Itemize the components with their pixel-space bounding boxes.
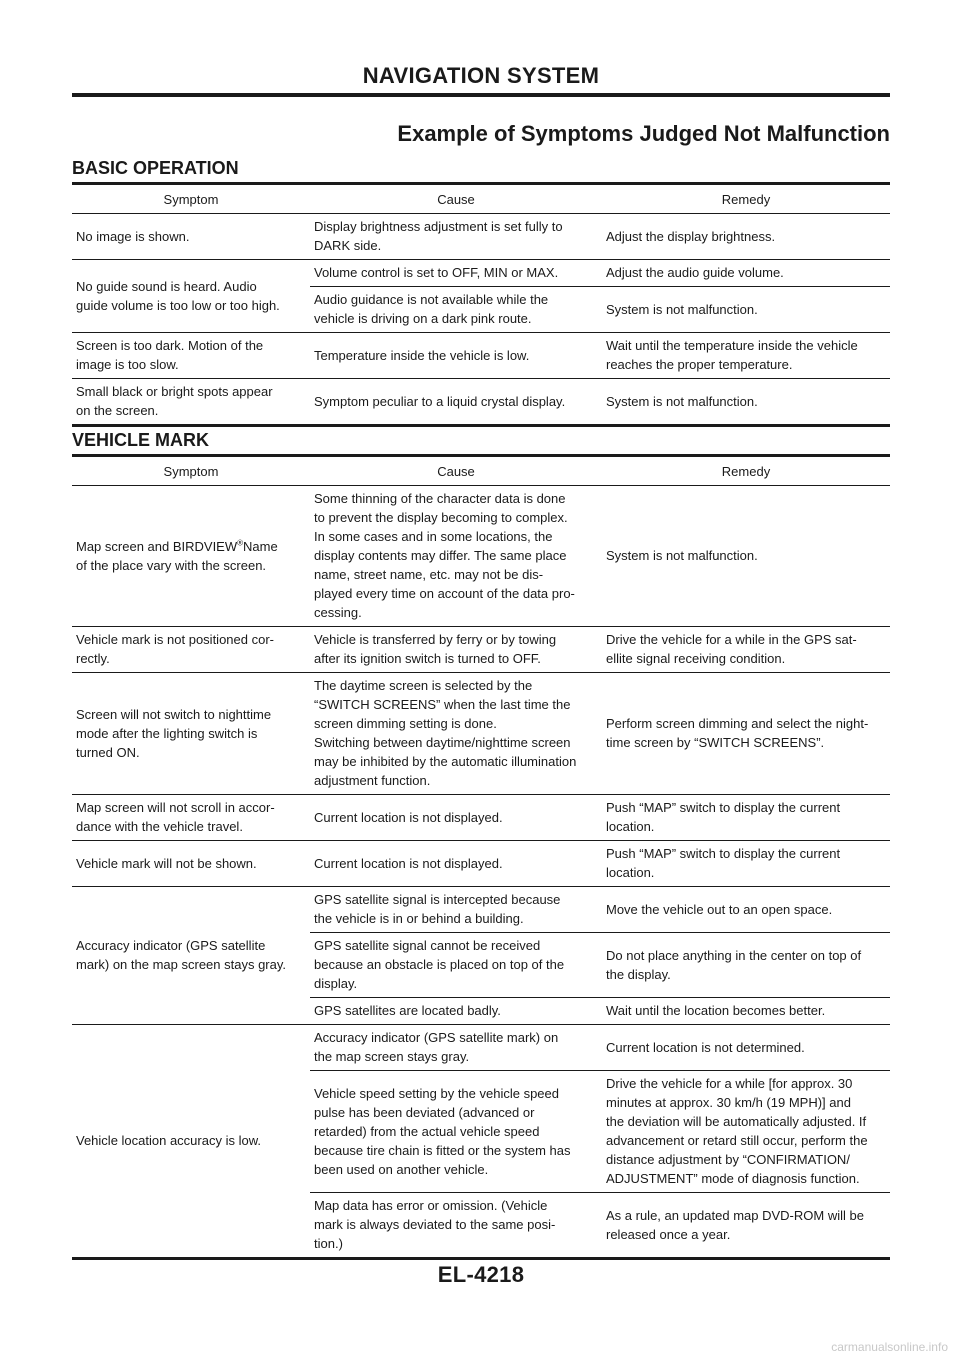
- column-header-symptom: Symptom: [163, 191, 219, 207]
- column-header-remedy: Remedy: [721, 191, 771, 207]
- table-row: [72, 379, 890, 426]
- symptom-cell: No image is shown.: [72, 214, 310, 260]
- cause-cell: Accuracy indicator (GPS satellite mark) on the map screen stays gray.: [310, 1025, 602, 1071]
- symptom-cell: Screen will not switch to nighttime mode after the lighting switch is turned ON.: [72, 673, 310, 795]
- table-row: [72, 1025, 890, 1071]
- symptom-cell: Vehicle mark will not be shown.: [72, 841, 310, 887]
- cause-cell: GPS satellite signal is intercepted because the vehicle is in or behind a building.: [310, 887, 602, 933]
- symptom-text: Map screen and BIRDVIEW: [76, 538, 238, 554]
- column-header-cause: Cause: [437, 463, 475, 479]
- remedy-cell: Move the vehicle out to an open space.: [602, 887, 890, 933]
- table-row: [72, 333, 890, 379]
- table-row: [72, 887, 890, 933]
- remedy-cell: System is not malfunction.: [602, 287, 890, 333]
- basic-operation-table: [72, 182, 890, 427]
- remedy-cell: System is not malfunction.: [602, 379, 890, 426]
- remedy-cell: Do not place anything in the center on top of the display.: [602, 933, 890, 998]
- cause-cell: Some thinning of the character data is done to prevent the display becoming to complex. In some cases and in some locations, the display contents may differ. The same place name, street name, etc. may not be dis- played every time on account of the data pro- cessing.: [310, 486, 602, 627]
- table-row: [72, 627, 890, 673]
- cause-cell: Temperature inside the vehicle is low.: [310, 333, 602, 379]
- cause-cell: Symptom peculiar to a liquid crystal display.: [310, 379, 602, 426]
- cause-cell: Current location is not displayed.: [310, 841, 602, 887]
- symptom-cell: Vehicle location accuracy is low.: [72, 1025, 310, 1259]
- remedy-cell: Wait until the temperature inside the vehicle reaches the proper temperature.: [602, 333, 890, 379]
- symptom-cell: Screen is too dark. Motion of the image is too slow.: [72, 333, 310, 379]
- table-row: [72, 841, 890, 887]
- cause-cell: Vehicle speed setting by the vehicle speed pulse has been deviated (advanced or retarded) from the actual vehicle speed because tire chain is fitted or the system has been used on another vehicle.: [310, 1071, 602, 1193]
- cause-cell: Map data has error or omission. (Vehicle mark is always deviated to the same posi- tion.): [310, 1193, 602, 1259]
- vehicle-mark-heading: VEHICLE MARK: [72, 430, 210, 450]
- column-header-cause: Cause: [437, 191, 475, 207]
- column-header-remedy: Remedy: [721, 463, 771, 479]
- remedy-cell: As a rule, an updated map DVD-ROM will be released once a year.: [602, 1193, 890, 1259]
- cause-cell: GPS satellites are located badly.: [310, 998, 602, 1025]
- table-row: [72, 214, 890, 260]
- vehicle-mark-table: [72, 454, 890, 1260]
- column-header-symptom: Symptom: [163, 463, 219, 479]
- remedy-cell: Drive the vehicle for a while in the GPS sat- ellite signal receiving condition.: [602, 627, 890, 673]
- remedy-cell: Perform screen dimming and select the night- time screen by “SWITCH SCREENS”.: [602, 673, 890, 795]
- watermark-text: carmanualsonline.info: [831, 1340, 948, 1354]
- page-code: EL-4218: [437, 1262, 525, 1287]
- remedy-cell: Wait until the location becomes better.: [602, 998, 890, 1025]
- remedy-cell: System is not malfunction.: [602, 486, 890, 627]
- remedy-cell: Push “MAP” switch to display the current location.: [602, 795, 890, 841]
- symptom-text: Name of the place vary with the screen.: [76, 538, 278, 573]
- table-row: [72, 486, 890, 627]
- cause-cell: The daytime screen is selected by the “SWITCH SCREENS” when the last time the screen dimming setting is done. Switching between daytime/nighttime screen may be inhibited by the automatic illumination adjustment function.: [310, 673, 602, 795]
- symptom-cell: Map screen will not scroll in accor- dance with the vehicle travel.: [72, 795, 310, 841]
- remedy-cell: Current location is not determined.: [602, 1025, 890, 1071]
- remedy-cell: Drive the vehicle for a while [for approx. 30 minutes at approx. 30 km/h (19 MPH)] and the deviation will be automatically adjusted. If advancement or retard still occur, perform the distance adjustment by “CONFIRMATION/ ADJUSTMENT” mode of diagnosis function.: [602, 1071, 890, 1193]
- page-header-title: NAVIGATION SYSTEM: [362, 63, 600, 88]
- registered-mark: ®: [237, 538, 244, 548]
- cause-cell: Audio guidance is not available while the vehicle is driving on a dark pink route.: [310, 287, 602, 333]
- symptom-cell: Vehicle mark is not positioned cor- rectly.: [72, 627, 310, 673]
- remedy-cell: Push “MAP” switch to display the current location.: [602, 841, 890, 887]
- symptom-cell: Accuracy indicator (GPS satellite mark) on the map screen stays gray.: [72, 887, 310, 1025]
- basic-operation-heading: BASIC OPERATION: [72, 158, 239, 178]
- table-header-row: [72, 456, 890, 486]
- section-title: Example of Symptoms Judged Not Malfunction: [397, 121, 890, 146]
- table-header-row: [72, 184, 890, 214]
- table-row: [72, 673, 890, 795]
- cause-cell: Current location is not displayed.: [310, 795, 602, 841]
- header-rule: [72, 93, 890, 97]
- symptom-cell: [72, 486, 310, 627]
- remedy-cell: Adjust the display brightness.: [602, 214, 890, 260]
- symptom-cell: No guide sound is heard. Audio guide volume is too low or too high.: [72, 260, 310, 333]
- table-row: [72, 795, 890, 841]
- cause-cell: Volume control is set to OFF, MIN or MAX.: [310, 260, 602, 287]
- cause-cell: Vehicle is transferred by ferry or by towing after its ignition switch is turned to OFF.: [310, 627, 602, 673]
- table-row: [72, 260, 890, 287]
- cause-cell: Display brightness adjustment is set fully to DARK side.: [310, 214, 602, 260]
- symptom-cell: Small black or bright spots appear on the screen.: [72, 379, 310, 426]
- cause-cell: GPS satellite signal cannot be received because an obstacle is placed on top of the display.: [310, 933, 602, 998]
- remedy-cell: Adjust the audio guide volume.: [602, 260, 890, 287]
